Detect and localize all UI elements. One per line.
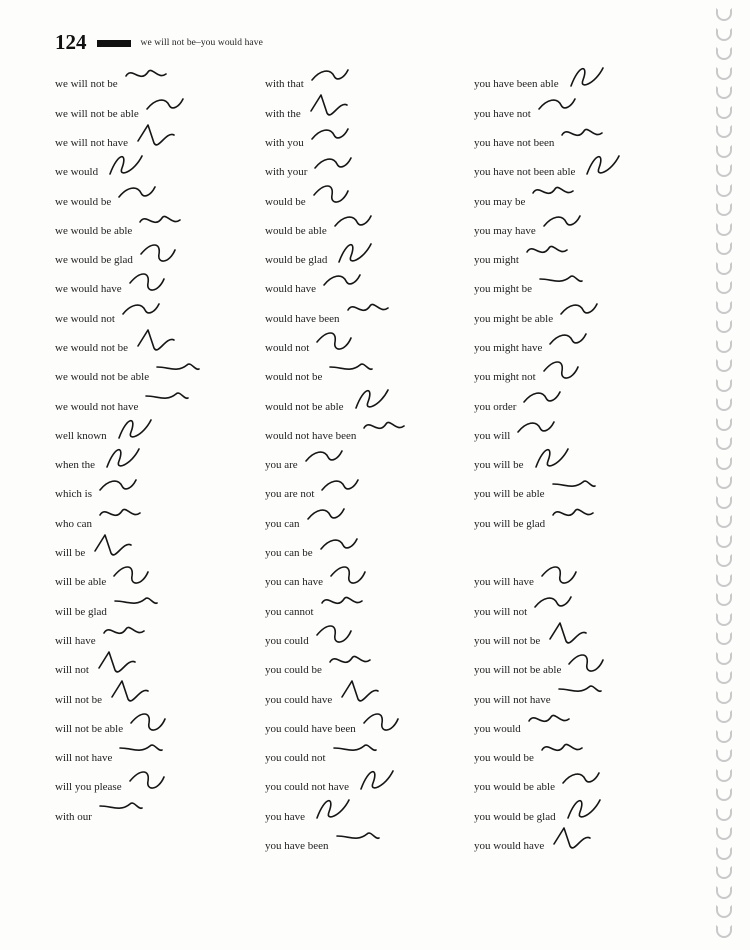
shorthand-stroke — [544, 362, 578, 378]
phrase-label: would have — [265, 283, 317, 296]
shorthand-stroke — [130, 274, 164, 290]
phrase-entry — [474, 775, 575, 804]
phrase-entry — [474, 131, 575, 160]
binding-ring — [716, 827, 732, 840]
phrase-entry — [55, 336, 149, 365]
shorthand-stroke — [361, 771, 393, 789]
phrase-label: will not be able — [55, 722, 124, 735]
phrase-label: you could have — [265, 693, 333, 706]
phrase-entry — [55, 218, 149, 247]
binding-ring — [716, 164, 732, 177]
phrase-label: you could not have — [265, 781, 350, 794]
phrase-label: would not be — [265, 371, 323, 384]
shorthand-stroke — [324, 275, 360, 285]
binding-ring — [716, 593, 732, 606]
binding-ring — [716, 398, 732, 411]
shorthand-stroke — [348, 305, 388, 311]
binding-ring — [716, 808, 732, 821]
phrase-label: you would be able — [474, 781, 555, 794]
phrase-label: would have been — [265, 312, 340, 325]
shorthand-outline-icon — [581, 150, 629, 184]
shorthand-outline-icon — [362, 414, 410, 448]
shorthand-stroke — [364, 714, 398, 730]
phrase-label: will not have — [55, 752, 113, 765]
shorthand-stroke — [146, 393, 188, 398]
shorthand-stroke — [335, 216, 371, 226]
shorthand-stroke — [120, 745, 162, 750]
shorthand-stroke — [524, 392, 560, 402]
shorthand-stroke — [110, 156, 142, 174]
phrase-label: you have been — [265, 840, 329, 853]
phrase-label: we would be able — [55, 224, 133, 237]
shorthand-stroke — [342, 681, 378, 701]
phrase-label: you have been able — [474, 78, 559, 91]
phrase-entry — [265, 277, 356, 306]
phrase-column-1 — [55, 72, 149, 834]
shorthand-stroke — [550, 334, 586, 344]
phrase-entry — [265, 834, 356, 863]
phrase-label: we would be — [55, 195, 112, 208]
shorthand-stroke — [539, 99, 575, 109]
phrase-label: you can be — [265, 547, 313, 560]
shorthand-stroke — [561, 304, 597, 314]
shorthand-stroke — [107, 449, 139, 467]
binding-ring — [716, 437, 732, 450]
phrase-label: who can — [55, 517, 92, 530]
phrase-label: will be glad — [55, 605, 107, 618]
shorthand-stroke — [306, 451, 342, 461]
phrase-label: with you — [265, 136, 304, 149]
binding-ring — [716, 457, 732, 470]
shorthand-stroke — [322, 480, 358, 490]
phrase-label: we will not have — [55, 136, 129, 149]
binding-ring — [716, 242, 732, 255]
phrase-label: will not — [55, 664, 89, 677]
shorthand-stroke — [312, 129, 348, 139]
shorthand-outline-icon — [355, 765, 403, 799]
phrase-label: would be glad — [265, 254, 328, 267]
binding-ring — [716, 652, 732, 665]
shorthand-stroke — [571, 68, 603, 86]
binding-ring — [716, 301, 732, 314]
phrase-label: you can have — [265, 576, 324, 589]
shorthand-stroke — [312, 70, 348, 80]
binding-ring — [716, 359, 732, 372]
shorthand-stroke — [317, 626, 351, 642]
phrase-label: will be — [55, 547, 86, 560]
shorthand-stroke — [126, 70, 166, 76]
binding-ring — [716, 749, 732, 762]
shorthand-stroke — [334, 745, 376, 750]
phrase-entry — [474, 629, 575, 658]
binding-ring — [716, 730, 732, 743]
phrase-label: we would have — [55, 283, 122, 296]
binding-ring — [716, 379, 732, 392]
binding-ring — [716, 67, 732, 80]
binding-ring — [716, 769, 732, 782]
shorthand-stroke — [533, 188, 573, 194]
phrase-label: when the — [55, 459, 96, 472]
running-head: we will not be–you would have — [140, 37, 263, 48]
binding-ring — [716, 788, 732, 801]
binding-ring — [716, 125, 732, 138]
shorthand-stroke — [99, 652, 135, 672]
shorthand-stroke — [147, 99, 183, 109]
binding-ring — [716, 554, 732, 567]
shorthand-stroke — [315, 158, 351, 168]
phrase-label: you will not be — [474, 634, 541, 647]
phrase-label: you would be — [474, 752, 534, 765]
phrase-label: would not be able — [265, 400, 344, 413]
phrase-label: will be able — [55, 576, 107, 589]
shorthand-stroke — [115, 598, 157, 603]
phrase-label: with your — [265, 166, 308, 179]
phrase-label: we would be glad — [55, 254, 133, 267]
shorthand-stroke — [529, 715, 569, 721]
shorthand-stroke — [314, 186, 348, 202]
shorthand-stroke — [311, 95, 347, 115]
phrase-label: will not be — [55, 693, 103, 706]
shorthand-outline-icon — [550, 824, 598, 858]
shorthand-stroke — [535, 597, 571, 607]
binding-ring — [716, 515, 732, 528]
phrase-label: would not have been — [265, 429, 357, 442]
shorthand-stroke — [562, 129, 602, 135]
shorthand-stroke — [330, 364, 372, 369]
shorthand-stroke — [131, 714, 165, 730]
phrase-label: you might be — [474, 283, 533, 296]
phrase-label: which is — [55, 488, 92, 501]
shorthand-stroke — [130, 772, 164, 788]
shorthand-stroke — [119, 187, 155, 197]
binding-ring — [716, 8, 732, 21]
phrase-label: we would not be able — [55, 371, 150, 384]
phrase-label: you cannot — [265, 605, 314, 618]
shorthand-stroke — [518, 422, 554, 432]
shorthand-stroke — [540, 276, 582, 281]
shorthand-outline-icon — [551, 501, 599, 535]
shorthand-stroke — [331, 567, 365, 583]
phrase-label: would not — [265, 342, 310, 354]
phrase-label: you might not — [474, 371, 536, 384]
binding-ring — [716, 613, 732, 626]
binding-ring — [716, 847, 732, 860]
shorthand-stroke — [321, 539, 357, 549]
shorthand-outline-icon — [335, 824, 383, 858]
binding-ring — [716, 86, 732, 99]
binding-ring — [716, 320, 732, 333]
phrase-label: will you please — [55, 781, 122, 794]
shorthand-stroke — [138, 330, 174, 350]
phrase-entry — [474, 511, 575, 540]
binding-ring — [716, 535, 732, 548]
phrase-column-2 — [265, 72, 356, 863]
phrase-label: you will be glad — [474, 517, 546, 530]
phrase-label: with the — [265, 107, 301, 120]
shorthand-stroke — [157, 364, 199, 369]
phrase-label: we will not be — [55, 78, 118, 91]
binding-ring — [716, 28, 732, 41]
shorthand-stroke — [554, 828, 590, 848]
phrase-label: you order — [474, 400, 517, 413]
phrase-label: you could not — [265, 752, 326, 765]
phrase-label: you would — [474, 722, 521, 735]
shorthand-stroke — [536, 449, 568, 467]
phrase-label: you would have — [474, 840, 545, 853]
shorthand-stroke — [330, 656, 370, 662]
phrase-label: we will not be able — [55, 107, 139, 120]
phrase-label: would be — [265, 195, 306, 208]
shorthand-stroke — [112, 681, 148, 701]
phrase-column-3 — [474, 72, 575, 863]
phrase-label: we would not — [55, 312, 115, 325]
phrase-label: well known — [55, 429, 107, 442]
phrase-label: you will not be able — [474, 664, 562, 677]
phrase-label: we would not have — [55, 400, 139, 413]
phrase-label: you are — [265, 459, 298, 472]
shorthand-stroke — [337, 833, 379, 838]
binding-ring — [716, 925, 732, 938]
shorthand-stroke — [542, 744, 582, 750]
shorthand-outline-icon — [98, 794, 146, 828]
phrase-label: you will have — [474, 576, 534, 589]
page-header — [55, 30, 263, 55]
shorthand-stroke — [356, 390, 388, 408]
phrase-label: you will be — [474, 459, 524, 472]
shorthand-stroke — [141, 245, 175, 261]
phrase-label: you may be — [474, 195, 526, 208]
phrase-label: we would not be — [55, 342, 129, 354]
shorthand-stroke — [317, 333, 351, 349]
binding-ring — [716, 281, 732, 294]
binding-ring — [716, 47, 732, 60]
shorthand-stroke — [553, 481, 595, 486]
phrase-label: would be able — [265, 224, 327, 237]
shorthand-stroke — [140, 217, 180, 223]
shorthand-stroke — [339, 244, 371, 262]
phrase-label: you will be able — [474, 488, 545, 501]
phrase-entry — [474, 834, 575, 863]
phrase-entry — [55, 72, 149, 101]
shorthand-stroke — [317, 800, 349, 818]
shorthand-stroke — [544, 216, 580, 226]
binding-ring — [716, 691, 732, 704]
shorthand-stroke — [100, 480, 136, 490]
phrase-label: you could be — [265, 664, 322, 677]
binding-ring — [716, 886, 732, 899]
shorthand-stroke — [569, 655, 603, 671]
phrase-label: you will not — [474, 605, 528, 618]
binding-ring — [716, 184, 732, 197]
shorthand-stroke — [322, 598, 362, 604]
header-rule — [97, 40, 131, 47]
shorthand-stroke — [550, 623, 586, 643]
phrase-label: you can — [265, 517, 300, 530]
shorthand-stroke — [95, 535, 131, 555]
phrase-label: you could — [265, 634, 309, 647]
spiral-binding — [716, 0, 738, 950]
binding-ring — [716, 340, 732, 353]
shorthand-stroke — [587, 156, 619, 174]
shorthand-stroke — [138, 125, 174, 145]
page-number: 124 — [55, 30, 87, 54]
shorthand-stroke — [553, 510, 593, 516]
binding-ring — [716, 223, 732, 236]
shorthand-stroke — [563, 773, 599, 783]
binding-ring — [716, 671, 732, 684]
binding-ring — [716, 710, 732, 723]
shorthand-stroke — [559, 686, 601, 691]
phrase-label: you might be able — [474, 312, 554, 325]
phrase-label: you are not — [265, 488, 315, 501]
phrase-entry — [265, 687, 356, 716]
shorthand-stroke — [123, 304, 159, 314]
binding-ring — [716, 145, 732, 158]
phrase-label: you could have been — [265, 722, 356, 735]
binding-ring — [716, 418, 732, 431]
phrase-label: with our — [55, 810, 92, 823]
phrase-label: you may have — [474, 224, 536, 237]
phrase-label: will have — [55, 634, 96, 647]
binding-ring — [716, 496, 732, 509]
shorthand-stroke — [100, 510, 140, 516]
shorthand-stroke — [100, 803, 142, 808]
shorthand-stroke — [114, 567, 148, 583]
phrase-label: you have not been able — [474, 166, 576, 179]
binding-ring — [716, 632, 732, 645]
binding-ring — [716, 574, 732, 587]
phrase-label: you have — [265, 810, 306, 823]
binding-ring — [716, 905, 732, 918]
shorthand-stroke — [542, 567, 576, 583]
phrase-label: with that — [265, 78, 304, 91]
binding-ring — [716, 203, 732, 216]
phrase-entry — [265, 394, 356, 423]
binding-ring — [716, 262, 732, 275]
phrase-entry — [265, 365, 356, 394]
phrase-entry — [265, 746, 356, 775]
shorthand-stroke — [308, 509, 344, 519]
phrase-label: you have not — [474, 107, 531, 120]
phrase-label: you would be glad — [474, 810, 556, 823]
phrase-label: we would — [55, 166, 99, 179]
shorthand-stroke — [104, 627, 144, 633]
phrase-entry — [55, 365, 149, 394]
shorthand-stroke — [364, 422, 404, 428]
shorthand-stroke — [527, 246, 567, 252]
binding-ring — [716, 476, 732, 489]
phrase-entry — [55, 804, 149, 833]
binding-ring — [716, 866, 732, 879]
phrase-label: you might — [474, 254, 519, 267]
binding-ring — [716, 106, 732, 119]
shorthand-stroke — [119, 420, 151, 438]
phrase-entry — [55, 189, 149, 218]
phrase-label: you might have — [474, 342, 543, 354]
phrase-label: you have not been — [474, 136, 555, 149]
shorthand-stroke — [568, 800, 600, 818]
phrase-label: you will — [474, 429, 511, 442]
phrase-label: you will not have — [474, 693, 551, 706]
